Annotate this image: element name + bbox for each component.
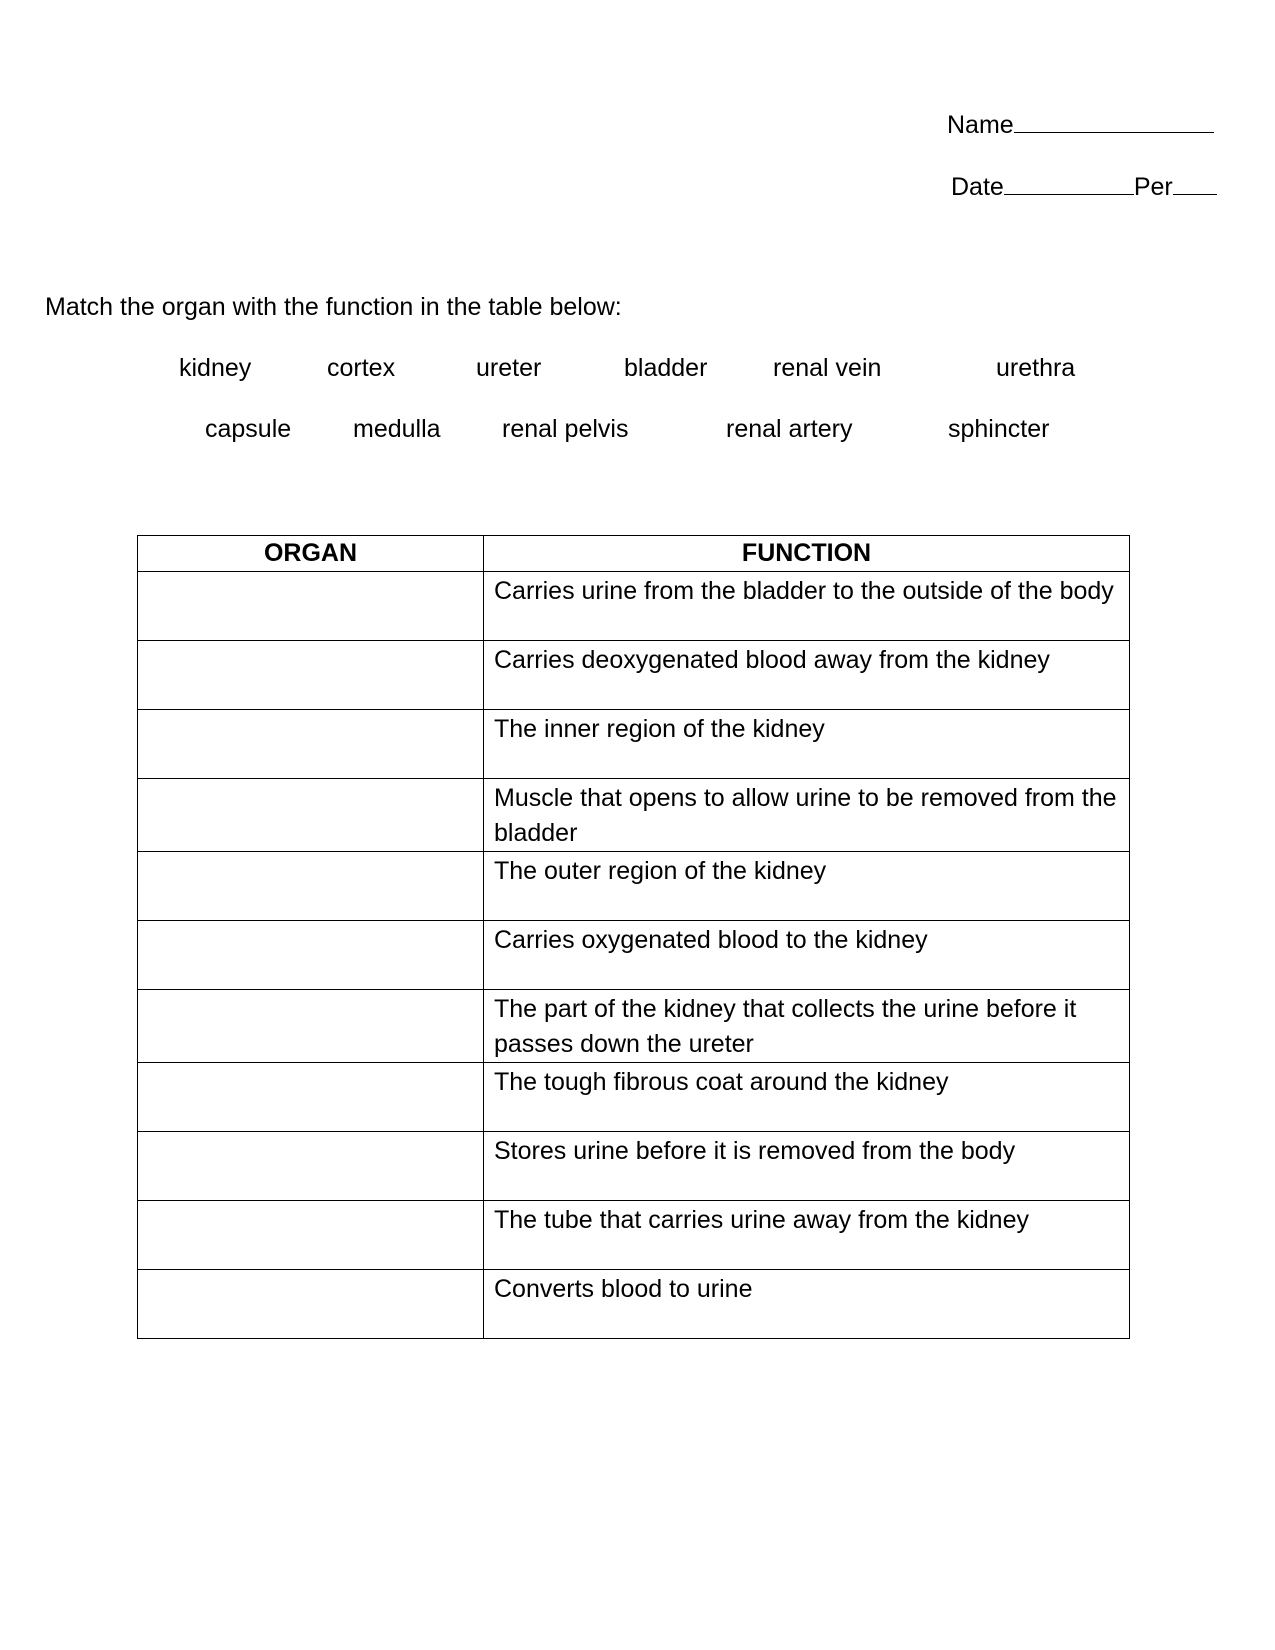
function-header: FUNCTION bbox=[484, 536, 1130, 572]
word-bank-item: renal vein bbox=[773, 354, 882, 382]
word-bank-item: sphincter bbox=[948, 415, 1050, 443]
word-bank-item: kidney bbox=[179, 354, 252, 382]
function-cell: Stores urine before it is removed from the body bbox=[484, 1132, 1130, 1201]
word-bank-item: bladder bbox=[624, 354, 708, 382]
matching-table bbox=[137, 535, 1130, 1339]
date-per-line bbox=[951, 170, 1217, 202]
function-cell: Carries deoxygenated blood away from the kidney bbox=[484, 641, 1130, 710]
table-row bbox=[138, 1270, 1130, 1339]
table-row bbox=[138, 1063, 1130, 1132]
word-bank-item: cortex bbox=[327, 354, 396, 382]
table-row bbox=[138, 641, 1130, 710]
table-row bbox=[138, 710, 1130, 779]
function-cell: The part of the kidney that collects the urine before it passes down the ureter bbox=[484, 990, 1130, 1063]
word-bank-item: renal pelvis bbox=[502, 415, 629, 443]
function-cell: Muscle that opens to allow urine to be removed from the bladder bbox=[484, 779, 1130, 852]
organ-answer-cell[interactable] bbox=[138, 710, 484, 779]
function-cell: The tough fibrous coat around the kidney bbox=[484, 1063, 1130, 1132]
table-row bbox=[138, 1201, 1130, 1270]
word-bank-item: medulla bbox=[353, 415, 441, 443]
word-bank-item: ureter bbox=[476, 354, 542, 382]
word-bank-item: urethra bbox=[996, 354, 1076, 382]
word-bank-item: renal artery bbox=[726, 415, 853, 443]
table-row bbox=[138, 779, 1130, 852]
organ-answer-cell[interactable] bbox=[138, 990, 484, 1063]
table-row bbox=[138, 990, 1130, 1063]
organ-answer-cell[interactable] bbox=[138, 641, 484, 710]
organ-answer-cell[interactable] bbox=[138, 572, 484, 641]
table-row bbox=[138, 921, 1130, 990]
word-bank-item: capsule bbox=[205, 415, 292, 443]
name-line bbox=[947, 108, 1214, 140]
name-label: Name bbox=[947, 111, 1014, 139]
name-blank[interactable] bbox=[1014, 108, 1214, 133]
organ-answer-cell[interactable] bbox=[138, 779, 484, 852]
function-cell: The outer region of the kidney bbox=[484, 852, 1130, 921]
function-cell: Carries urine from the bladder to the outside of the body bbox=[484, 572, 1130, 641]
table-row bbox=[138, 852, 1130, 921]
table-row bbox=[138, 1132, 1130, 1201]
organ-answer-cell[interactable] bbox=[138, 1063, 484, 1132]
instructions: Match the organ with the function in the table below: bbox=[45, 293, 622, 321]
function-cell: The tube that carries urine away from the kidney bbox=[484, 1201, 1130, 1270]
table-row bbox=[138, 572, 1130, 641]
function-cell: Converts blood to urine bbox=[484, 1270, 1130, 1339]
organ-answer-cell[interactable] bbox=[138, 921, 484, 990]
per-label: Per bbox=[1133, 173, 1173, 201]
organ-answer-cell[interactable] bbox=[138, 1201, 484, 1270]
organ-header: ORGAN bbox=[138, 536, 484, 572]
date-label: Date bbox=[951, 173, 1004, 201]
per-blank[interactable] bbox=[1173, 170, 1217, 195]
organ-answer-cell[interactable] bbox=[138, 1132, 484, 1201]
table-header-row bbox=[138, 536, 1130, 572]
organ-answer-cell[interactable] bbox=[138, 1270, 484, 1339]
function-cell: Carries oxygenated blood to the kidney bbox=[484, 921, 1130, 990]
date-blank[interactable] bbox=[1004, 170, 1134, 195]
function-cell: The inner region of the kidney bbox=[484, 710, 1130, 779]
organ-answer-cell[interactable] bbox=[138, 852, 484, 921]
